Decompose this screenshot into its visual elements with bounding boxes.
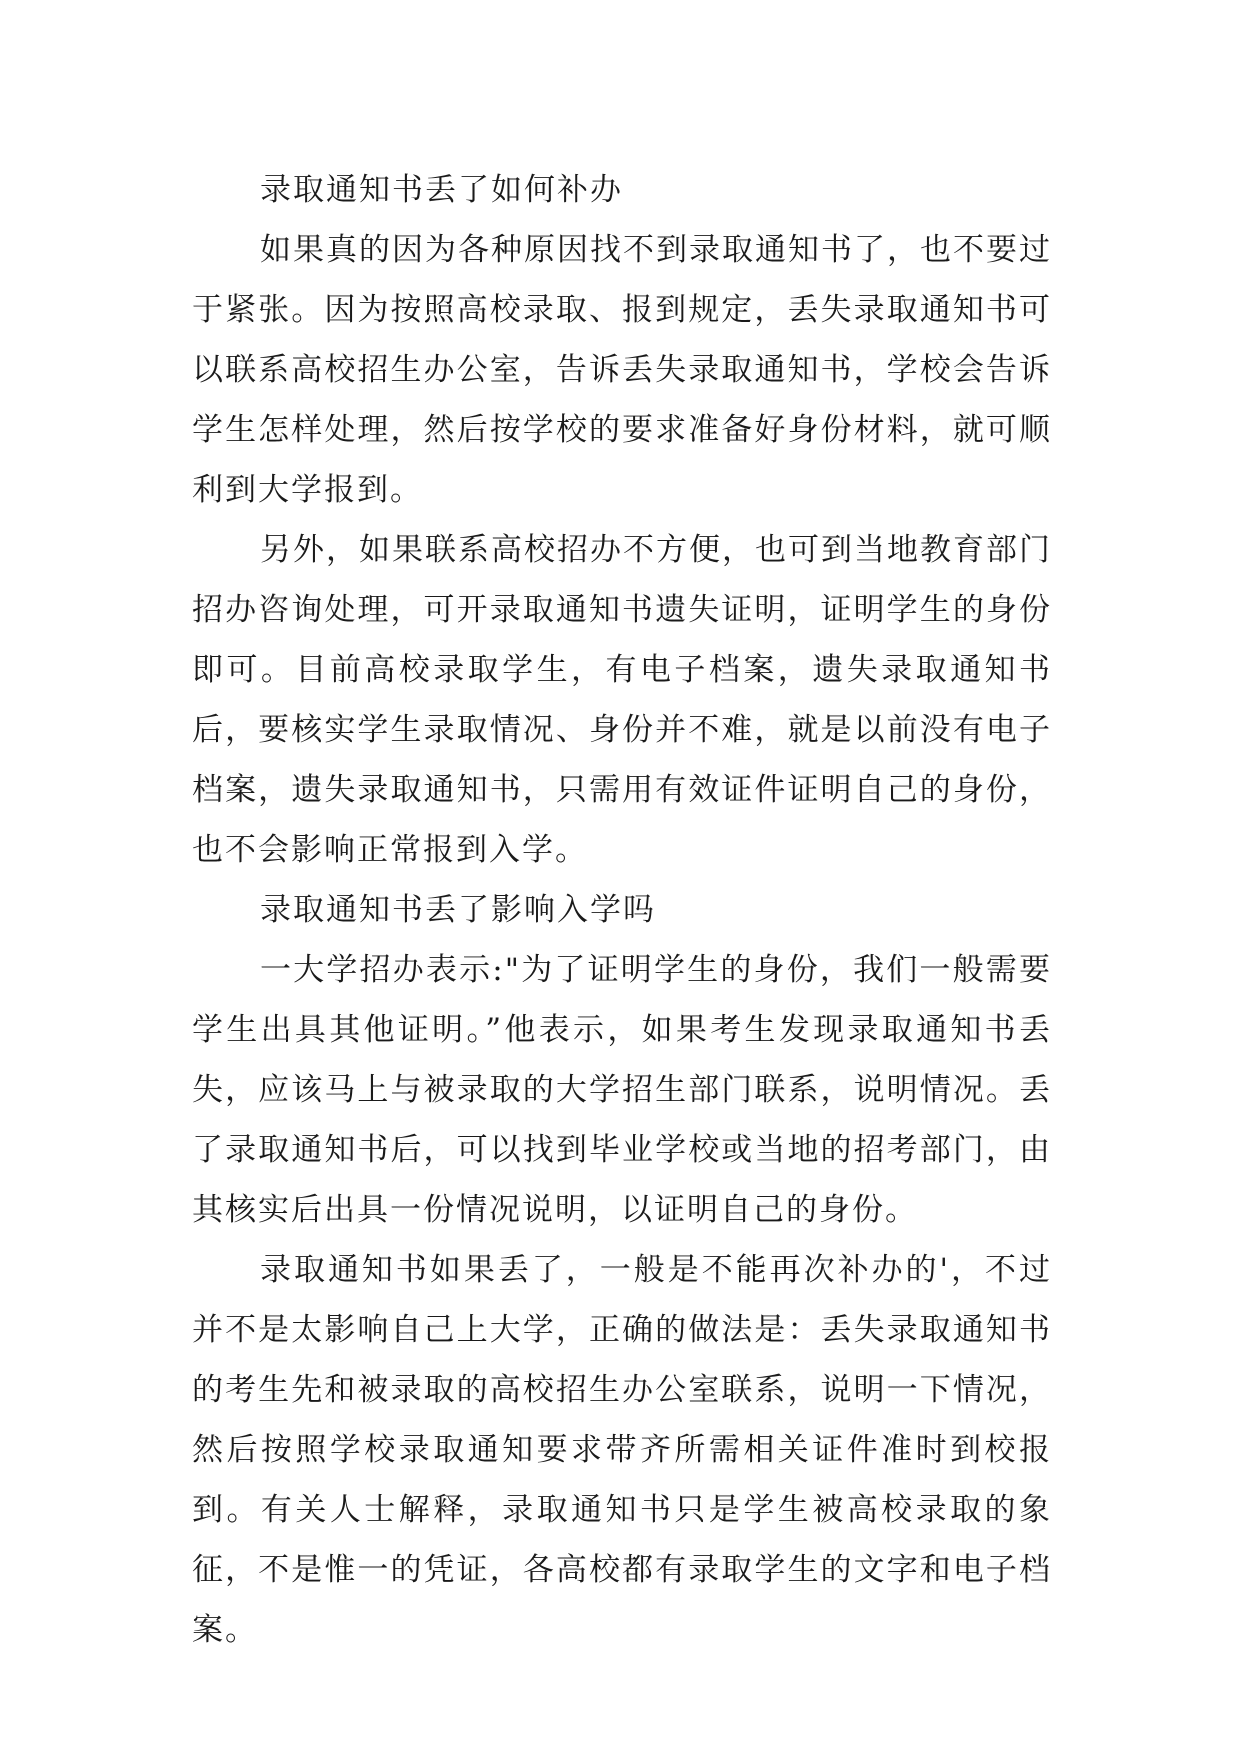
body-paragraph: 另外，如果联系高校招办不方便，也可到当地教育部门招办咨询处理，可开录取通知书遗失证明，证明学生的身份即可。目前高校录取学生，有电子档案，遗失录取通知书后，要核实学生录取情况、身份并不难，就是以前没有电子档案，遗失录取通知书，只需用有效证件证明自己的身份，也不会影响正常报到入学。 <box>192 532 1052 868</box>
section-heading-impact: 录取通知书丢了影响入学吗 <box>260 892 656 928</box>
section-heading-reissue: 录取通知书丢了如何补办 <box>260 172 623 208</box>
body-paragraph: 录取通知书如果丢了，一般是不能再次补办的'，不过并不是太影响自己上大学，正确的做法是：丢失录取通知书的考生先和被录取的高校招生办公室联系，说明一下情况，然后按照学校录取通知要求带齐所需相关证件准时到校报到。有关人士解释，录取通知书只是学生被高校录取的象征，不是惟一的凭证，各高校都有录取学生的文字和电子档案。 <box>192 1252 1052 1648</box>
body-paragraph: 如果真的因为各种原因找不到录取通知书了，也不要过于紧张。因为按照高校录取、报到规定，丢失录取通知书可以联系高校招生办公室，告诉丢失录取通知书，学校会告诉学生怎样处理，然后按学校的要求准备好身份材料，就可顺利到大学报到。 <box>192 232 1052 508</box>
body-paragraph: 一大学招办表示:"为了证明学生的身份，我们一般需要学生出具其他证明。”他表示，如果考生发现录取通知书丢失，应该马上与被录取的大学招生部门联系，说明情况。丢了录取通知书后，可以找到毕业学校或当地的招考部门，由其核实后出具一份情况说明，以证明自己的身份。 <box>192 952 1052 1228</box>
document-page <box>192 160 1052 1660</box>
